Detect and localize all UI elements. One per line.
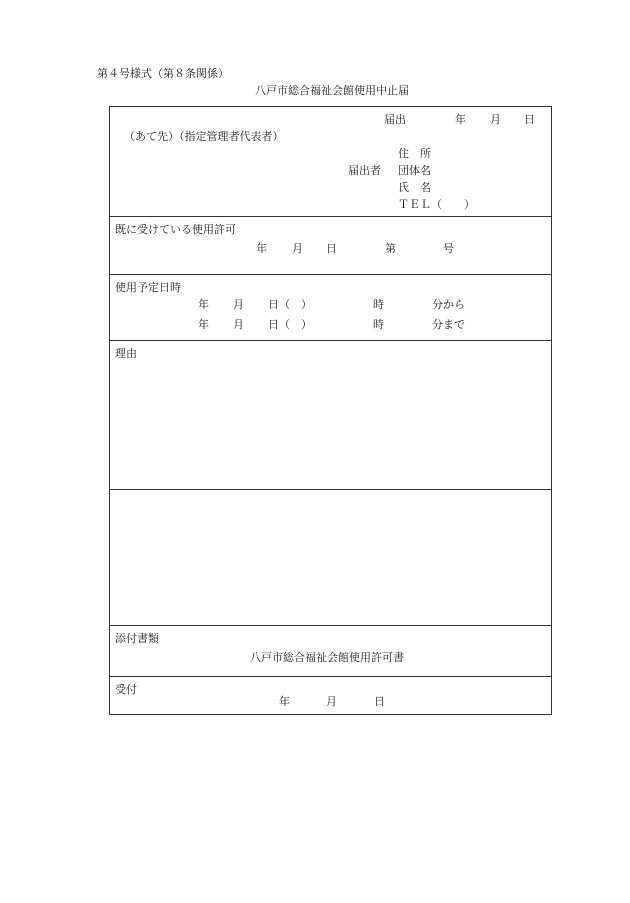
end-minute[interactable]: 分まで (432, 318, 465, 331)
end-hour[interactable]: 時 (373, 318, 384, 331)
divider (110, 216, 551, 217)
end-year[interactable]: 年 (198, 318, 209, 331)
notification-day[interactable]: 日 (524, 113, 535, 126)
addressee: （あて先）（指定管理者代表者） (124, 130, 284, 143)
group-name-label: 団体名 (398, 164, 431, 177)
divider (110, 625, 551, 626)
permit-year[interactable]: 年 (256, 242, 267, 255)
start-hour[interactable]: 時 (373, 298, 384, 311)
divider (110, 676, 551, 677)
permit-number-suffix: 号 (443, 242, 454, 255)
permit-month[interactable]: 月 (292, 242, 303, 255)
existing-permit-heading: 既に受けている使用許可 (115, 223, 236, 236)
end-month[interactable]: 月 (233, 318, 244, 331)
notification-year[interactable]: 年 (455, 113, 466, 126)
permit-day[interactable]: 日 (326, 242, 337, 255)
start-day[interactable]: 日（ ） (268, 298, 312, 311)
divider (110, 340, 551, 341)
address-label: 住 所 (398, 147, 431, 160)
applicant-label: 届出者 (348, 164, 381, 177)
reason-heading: 理由 (115, 347, 137, 360)
form-number: 第４号様式（第８条関係） (97, 67, 229, 80)
divider (110, 489, 551, 490)
reception-year[interactable]: 年 (279, 695, 290, 708)
tel-label: ＴＥＬ（ ） (398, 198, 475, 211)
form-table (109, 106, 552, 715)
reception-month[interactable]: 月 (326, 695, 337, 708)
reception-day[interactable]: 日 (374, 695, 385, 708)
attachments-heading: 添付書類 (115, 632, 159, 645)
start-year[interactable]: 年 (198, 298, 209, 311)
page-title: 八戸市総合福祉会館使用中止届 (255, 84, 409, 97)
schedule-heading: 使用予定日時 (115, 281, 181, 294)
start-minute[interactable]: 分から (432, 298, 465, 311)
notification-month[interactable]: 月 (490, 113, 501, 126)
notification-date-label: 届出 (384, 113, 406, 126)
end-day[interactable]: 日（ ） (268, 318, 312, 331)
name-label: 氏 名 (398, 181, 431, 194)
attachment-item: 八戸市総合福祉会館使用許可書 (250, 651, 404, 664)
permit-number-prefix[interactable]: 第 (385, 242, 396, 255)
divider (110, 274, 551, 275)
start-month[interactable]: 月 (233, 298, 244, 311)
reception-heading: 受付 (115, 683, 137, 696)
